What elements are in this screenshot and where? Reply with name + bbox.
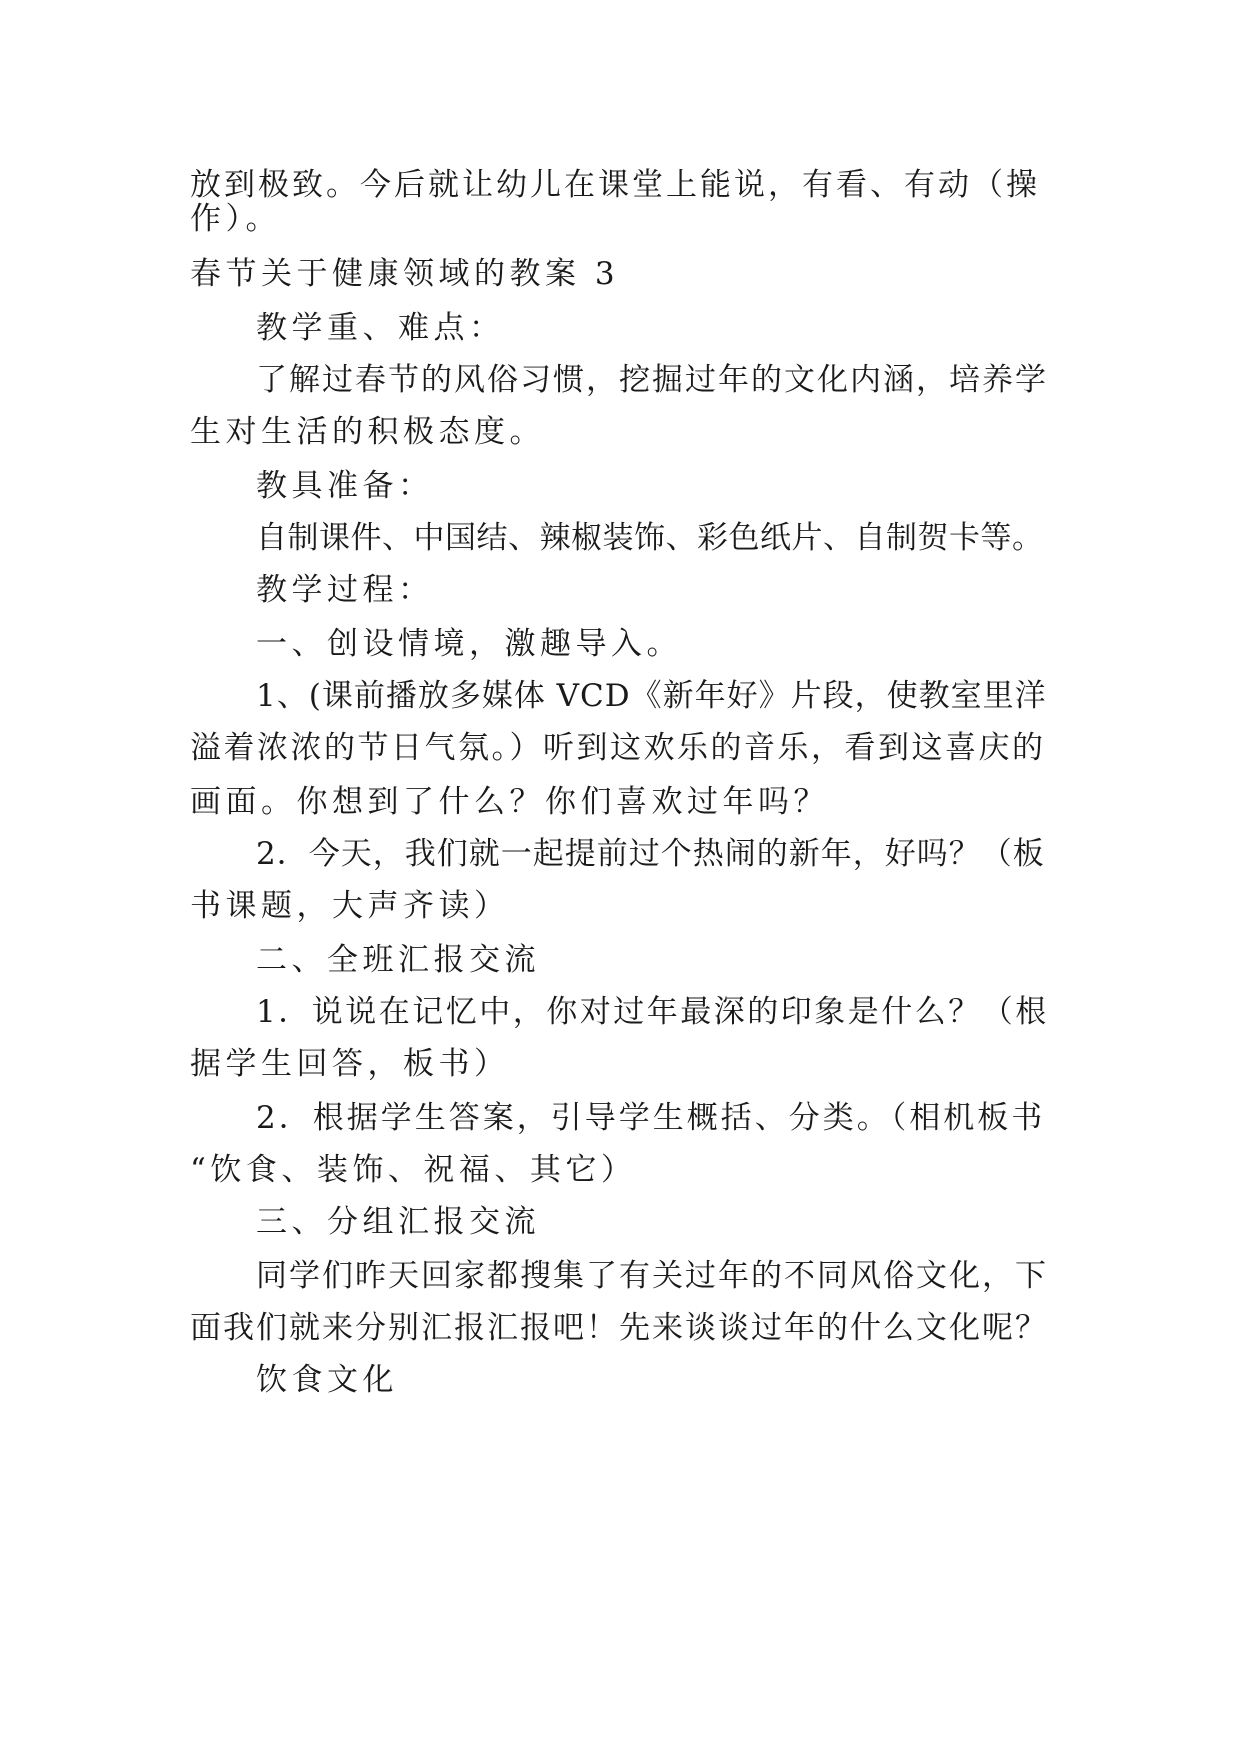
paragraph-line: 溢着浓浓的节日气氛。）听到这欢乐的音乐，看到这喜庆的 bbox=[190, 730, 1046, 766]
paragraph-line: 教学过程： bbox=[256, 572, 434, 608]
paragraph-line: 1、(课前播放多媒体 VCD《新年好》片段，使教室里洋 bbox=[256, 678, 1047, 714]
paragraph-line: “饮食、装饰、祝福、其它） bbox=[190, 1152, 637, 1188]
paragraph-line: 二、全班汇报交流 bbox=[256, 942, 540, 978]
paragraph-line: 据学生回答，板书） bbox=[190, 1046, 510, 1082]
paragraph-line: 2．根据学生答案，引导学生概括、分类。（相机板书 bbox=[256, 1100, 1046, 1136]
paragraph-line: 2．今天，我们就一起提前过个热闹的新年，好吗？（板 bbox=[256, 836, 1045, 872]
paragraph-line: 一、创设情境，激趣导入。 bbox=[256, 626, 682, 662]
paragraph-line: 放到极致。今后就让幼儿在课堂上能说，有看、有动（操 bbox=[190, 167, 1040, 203]
paragraph-line: 书课题，大声齐读） bbox=[190, 888, 510, 924]
paragraph-line: 面我们就来分别汇报汇报吧！先来谈谈过年的什么文化呢？ bbox=[190, 1310, 1048, 1346]
paragraph-line: 了解过春节的风俗习惯，挖掘过年的文化内涵，培养学 bbox=[256, 362, 1048, 398]
paragraph-line: 三、分组汇报交流 bbox=[256, 1204, 540, 1240]
section-heading: 春节关于健康领域的教案 3 bbox=[190, 256, 620, 292]
paragraph-line: 生对生活的积极态度。 bbox=[190, 414, 545, 450]
paragraph-line: 同学们昨天回家都搜集了有关过年的不同风俗文化，下 bbox=[256, 1258, 1048, 1294]
paragraph-line: 自制课件、中国结、辣椒装饰、彩色纸片、自制贺卡等。 bbox=[256, 520, 1044, 556]
paragraph-line: 1．说说在记忆中，你对过年最深的印象是什么？（根 bbox=[256, 994, 1049, 1030]
paragraph-line: 教具准备： bbox=[256, 468, 434, 504]
paragraph-line: 作）。 bbox=[190, 201, 281, 237]
paragraph-line: 画面。你想到了什么？你们喜欢过年吗？ bbox=[190, 784, 829, 820]
paragraph-line: 饮食文化 bbox=[256, 1362, 398, 1398]
paragraph-line: 教学重、难点： bbox=[256, 310, 505, 346]
